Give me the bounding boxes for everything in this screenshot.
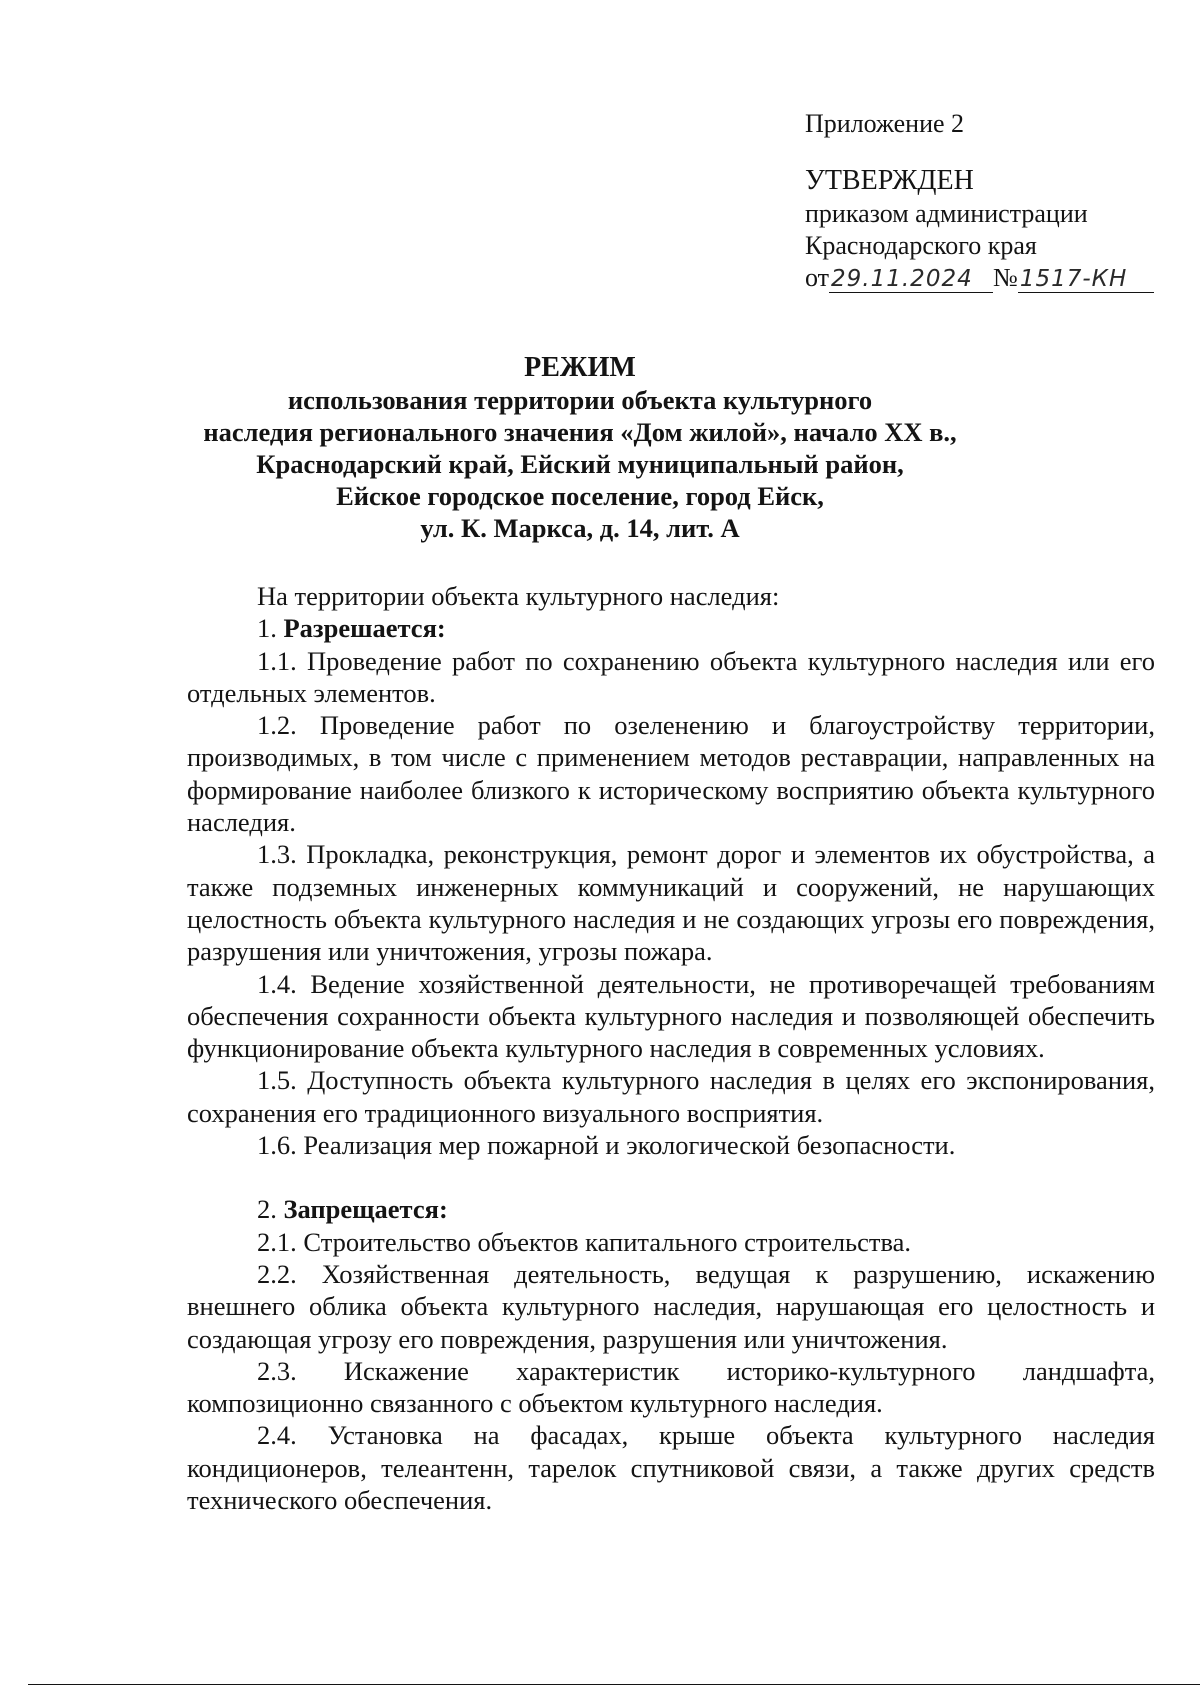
title-line: ул. К. Маркса, д. 14, лит. А	[420, 513, 740, 543]
section-1-label: Разрешается:	[283, 613, 446, 644]
from-prefix: от	[805, 263, 830, 292]
title-line: наследия регионального значения «Дом жилой», начало XX в.,	[203, 417, 957, 447]
section-spacer	[187, 1161, 1155, 1193]
item-1-4: 1.4. Ведение хозяйственной деятельности, не противоречащей требованиям обеспечения сохранности объекта культурного наследия и позволяющей обеспечить функционирование объекта культурного наследия в современных условиях.	[187, 968, 1155, 1064]
handwritten-date: 29.11.2024	[829, 266, 993, 293]
title-heading: РЕЖИМ	[524, 352, 636, 383]
approval-block	[805, 108, 1165, 294]
item-1-6: 1.6. Реализация мер пожарной и экологической безопасности.	[257, 1130, 956, 1161]
title-line: Ейское городское поселение, город Ейск,	[336, 481, 824, 511]
section-1-heading	[187, 612, 1155, 644]
handwritten-order-number: 1517-КН	[1018, 266, 1154, 293]
item-1-1: 1.1. Проведение работ по сохранению объекта культурного наследия или его отдельных элементов.	[187, 645, 1155, 708]
title-line: использования территории объекта культурного	[287, 385, 873, 415]
number-sign: №	[993, 263, 1018, 292]
section-2-heading	[187, 1193, 1155, 1225]
approved-stamp-text: УТВЕРЖДЕН	[805, 165, 974, 196]
section-2-label: Запрещается:	[283, 1194, 448, 1225]
approval-line-2: Краснодарского края	[805, 231, 1037, 260]
section-2-number: 2.	[257, 1194, 277, 1225]
document-body	[187, 580, 1155, 1516]
page-bottom-rule	[28, 1684, 1200, 1685]
intro-paragraph: На территории объекта культурного наследия:	[257, 581, 780, 611]
item-2-3: 2.3. Искажение характеристик историко-культурного ландшафта, композиционно связанного с объектом культурного наследия.	[187, 1355, 1155, 1419]
annex-label: Приложение 2	[805, 109, 965, 138]
item-2-2: 2.2. Хозяйственная деятельность, ведущая к разрушению, искажению внешнего облика объекта культурного наследия, нарушающая его целостность и создающая угрозу его повреждения, разрушения или уничтожения.	[187, 1258, 1155, 1354]
item-1-2: 1.2. Проведение работ по озеленению и благоустройству территории, производимых, в том числе с применением методов реставрации, направленных на формирование наиболее близкого к историческому восприятию объекта культурного наследия.	[187, 710, 1155, 838]
item-2-1: 2.1. Строительство объектов капитального строительства.	[257, 1226, 912, 1257]
title-line: Краснодарский край, Ейский муниципальный район,	[256, 449, 904, 479]
item-1-3: 1.3. Прокладка, реконструкция, ремонт дорог и элементов их обустройства, а также подземных инженерных коммуникаций и сооружений, не нарушающих целостность объекта культурного наследия и не создающих угрозы его повреждения, разрушения или уничтожения, угрозы пожара.	[187, 839, 1155, 967]
approval-line-1: приказом администрации	[805, 199, 1088, 228]
item-2-4: 2.4. Установка на фасадах, крыше объекта культурного наследия кондиционеров, телеантенн, тарелок спутниковой связи, а также других средств технического обеспечения.	[187, 1420, 1155, 1516]
item-1-5: 1.5. Доступность объекта культурного наследия в целях его экспонирования, сохранения его традиционного визуального восприятия.	[187, 1065, 1155, 1128]
section-1-number: 1.	[257, 613, 277, 644]
document-title	[180, 352, 980, 544]
order-reference	[805, 262, 1165, 294]
